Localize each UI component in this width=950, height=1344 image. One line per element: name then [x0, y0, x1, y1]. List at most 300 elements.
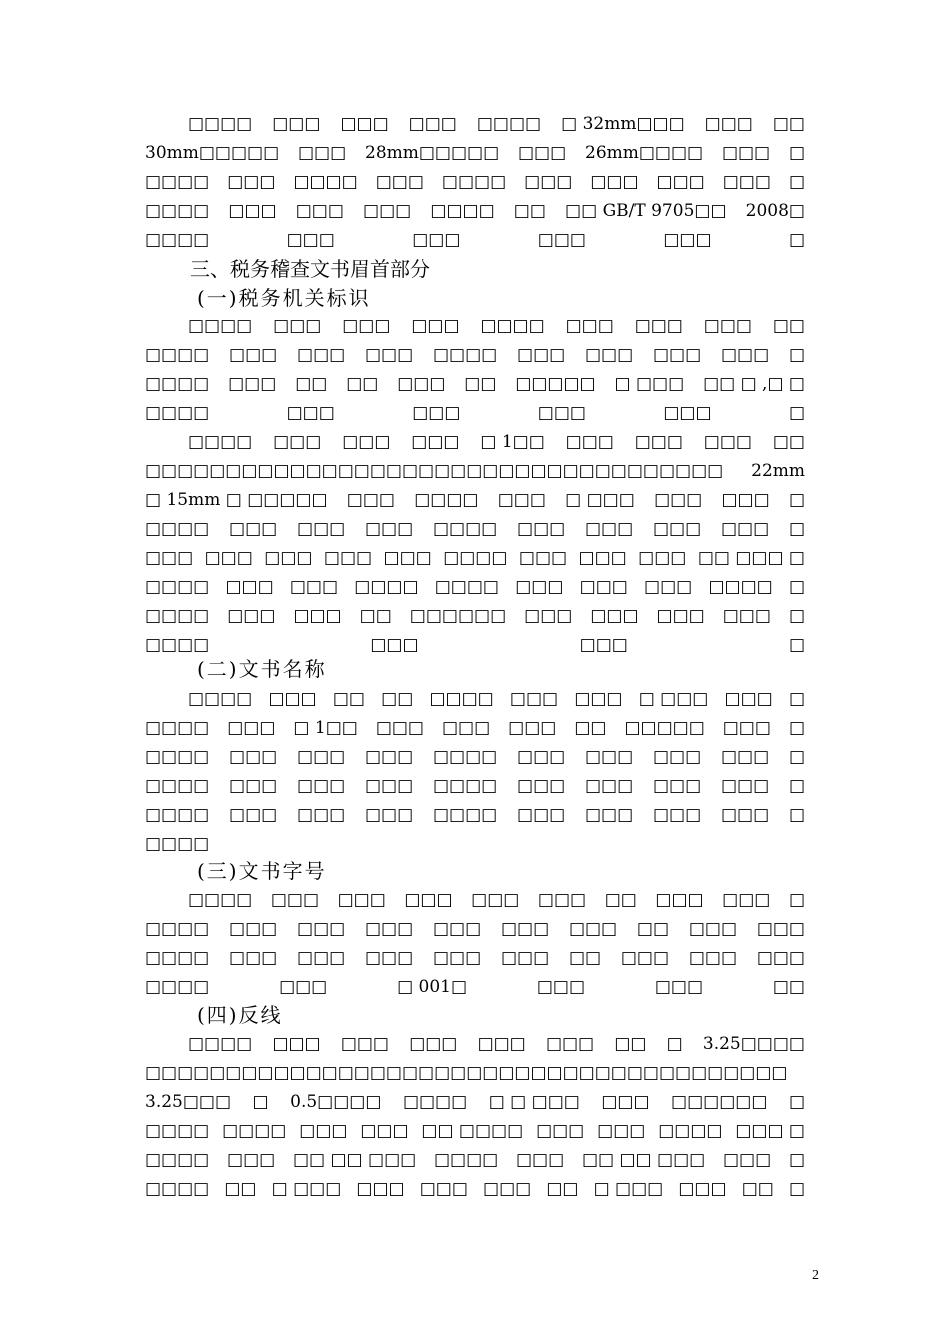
text-line: [0, 1117, 950, 1146]
text-segment: □□□: [720, 776, 770, 796]
text-segment: □□□: [419, 1179, 468, 1199]
text-segment: □□□: [518, 143, 567, 163]
text-segment: □□□: [225, 577, 274, 597]
text-line: [0, 801, 950, 830]
text-segment: □: [788, 1150, 805, 1170]
text-segment: □□□: [590, 606, 639, 626]
text-segment: □□□: [365, 919, 414, 939]
text-segment: □□□□: [658, 1121, 723, 1141]
text-segment: □ □ □□□: [488, 1092, 580, 1112]
text-segment: □□□: [360, 1121, 409, 1141]
text-segment: □□□: [536, 977, 586, 997]
text-segment: □□□: [678, 1179, 727, 1199]
text-segment: □□□: [585, 519, 634, 539]
text-line: [0, 631, 950, 660]
text-segment: □□□: [365, 805, 414, 825]
text-segment: □□□: [517, 519, 566, 539]
text-segment: □□: [381, 689, 414, 709]
text-segment: □□□: [655, 890, 704, 910]
section-heading: 三、税务稽查文书眉首部分: [190, 257, 430, 281]
text-segment: □□□: [297, 747, 346, 767]
text-segment: □□□: [297, 519, 346, 539]
text-segment: □□□□: [443, 548, 508, 568]
text-line: [0, 110, 950, 139]
text-segment: □□□: [517, 805, 566, 825]
text-segment: □□□□□□□□□□□□□□□□□□□□□□□□□□□□□□□□□□□□: [145, 461, 724, 481]
text-segment: □□□: [229, 519, 278, 539]
text-segment: □□: [359, 606, 392, 626]
text-segment: □□: [772, 977, 805, 997]
text-segment: □□□: [722, 890, 771, 910]
text-line: [0, 370, 950, 399]
text-segment: □□□□: [222, 1121, 287, 1141]
text-segment: □□□□: [145, 635, 210, 655]
text-line: [0, 830, 950, 859]
text-segment: □□□: [663, 230, 712, 250]
text-segment: □□□□: [145, 1150, 210, 1170]
text-segment: □□□: [471, 890, 520, 910]
text-segment: □□□: [724, 689, 773, 709]
text-segment: □□□: [264, 548, 313, 568]
text-segment: □□□□: [433, 1150, 499, 1170]
text-segment: □□□: [601, 1092, 650, 1112]
text-segment: □□□: [432, 919, 482, 939]
text-segment: □ 15mm □ □□□□□: [145, 490, 328, 510]
text-line: [0, 685, 950, 714]
text-line: [0, 743, 950, 772]
text-segment: □□□: [297, 776, 346, 796]
text-segment: □□□: [411, 432, 460, 452]
text-segment: □ 1□□: [293, 718, 358, 738]
text-segment: □□□: [145, 548, 194, 568]
text-segment: □□□□: [432, 519, 498, 539]
text-segment: □□□: [229, 776, 278, 796]
text-line: [0, 226, 950, 255]
text-segment: □□□: [365, 948, 414, 968]
text-segment: □□□: [722, 718, 771, 738]
text-segment: □□□: [720, 747, 770, 767]
text-segment: □□□: [524, 606, 573, 626]
text-segment: □: [788, 490, 805, 510]
text-segment: □□□: [517, 776, 566, 796]
text-segment: □: [788, 747, 805, 767]
text-segment: □□□: [272, 114, 321, 134]
text-segment: 0.5□□□□: [290, 1092, 382, 1112]
text-segment: □□□□□□: [671, 1092, 768, 1112]
text-segment: □□□: [579, 635, 628, 655]
text-segment: □□□□□: [624, 718, 705, 738]
text-segment: □□□: [703, 316, 752, 336]
text-segment: □□: [604, 890, 637, 910]
text-segment: □□□: [652, 805, 702, 825]
text-segment: □□□□: [145, 834, 210, 854]
text-segment: □□□: [297, 805, 346, 825]
text-segment: □□□□: [145, 718, 210, 738]
text-segment: □□: [513, 201, 546, 221]
text-segment: □: [788, 635, 805, 655]
text-line: [0, 544, 950, 573]
text-segment: □□□: [500, 948, 550, 968]
text-segment: □□ GB/T 9705□□: [565, 201, 727, 221]
text-segment: □□□: [756, 919, 805, 939]
text-segment: □□: [636, 919, 670, 939]
text-segment: □□□□: [188, 689, 253, 709]
text-line: [0, 1175, 950, 1204]
text-segment: □□□: [397, 374, 446, 394]
text-segment: □□□□: [188, 316, 253, 336]
subsection-heading-3: (三)文书字号: [197, 859, 327, 883]
text-segment: □□□: [340, 114, 389, 134]
text-segment: □□□: [227, 172, 276, 192]
text-segment: □□: [614, 1034, 647, 1054]
text-segment: □□□: [229, 948, 278, 968]
text-line: [0, 1030, 950, 1059]
text-line: [0, 515, 950, 544]
text-segment: □□□□: [414, 490, 479, 510]
text-segment: □□□□: [145, 230, 210, 250]
text-line: [0, 428, 950, 457]
text-segment: □□□: [688, 948, 738, 968]
text-line: [0, 341, 950, 370]
text-segment: □□□□: [145, 747, 210, 767]
text-segment: □□□: [273, 432, 322, 452]
text-segment: □□ □□ □□□: [581, 1150, 706, 1170]
text-segment: □□□□: [354, 577, 419, 597]
text-segment: □□□□□: [515, 374, 596, 394]
text-segment: □□□: [756, 948, 805, 968]
text-line: [0, 1059, 950, 1088]
text-segment: □□□: [411, 316, 460, 336]
text-segment: □□□: [656, 172, 705, 192]
text-segment: □□□: [652, 776, 702, 796]
text-segment: □□□: [365, 345, 414, 365]
text-segment: □□□: [704, 114, 753, 134]
text-segment: □□□: [721, 490, 770, 510]
text-line: [0, 915, 950, 944]
text-segment: □□□: [229, 805, 278, 825]
text-segment: □□: [772, 114, 805, 134]
text-segment: □□□: [652, 345, 702, 365]
text-segment: □□□: [518, 548, 568, 568]
text-segment: □□□□□□□□□□□□□□□□□□□□□□□□□□□□□□□□□□□□□□□□: [145, 1063, 788, 1083]
text-segment: □□□: [516, 1150, 565, 1170]
text-segment: □: [788, 718, 805, 738]
text-segment: □□□: [268, 689, 317, 709]
text-segment: □□□: [585, 776, 634, 796]
text-segment: □□□□: [145, 776, 210, 796]
text-segment: □□ □□ □□□: [292, 1150, 417, 1170]
text-segment: 30mm□□□□□: [145, 143, 280, 163]
text-segment: □□□: [578, 548, 627, 568]
text-segment: 26mm□□□□: [585, 143, 704, 163]
text-segment: □ □□□: [565, 490, 635, 510]
text-segment: □□□: [515, 577, 564, 597]
text-segment: □□□: [270, 890, 320, 910]
text-segment: □□□: [644, 577, 693, 597]
text-segment: 3.25□□□: [145, 1092, 232, 1112]
text-segment: □□□: [229, 747, 278, 767]
text-segment: □□□□: [480, 316, 545, 336]
text-segment: □□□: [652, 519, 702, 539]
text-segment: □□□: [365, 776, 414, 796]
text-line: [0, 486, 950, 515]
text-segment: □□□: [272, 1034, 321, 1054]
text-segment: □□□: [323, 548, 373, 568]
text-segment: □□□: [634, 432, 683, 452]
text-segment: □□□: [297, 948, 346, 968]
text-segment: □□: [224, 1179, 257, 1199]
text-segment: □□□: [273, 316, 322, 336]
text-segment: □□□: [597, 1121, 646, 1141]
text-segment: □□□: [722, 1150, 772, 1170]
text-segment: □□□: [370, 635, 419, 655]
text-segment: □ □□□: [593, 1179, 664, 1199]
text-line: [0, 312, 950, 341]
text-segment: □□□□: [145, 977, 210, 997]
text-segment: □□□□: [708, 577, 773, 597]
text-segment: □□□: [497, 490, 546, 510]
text-segment: □□□: [565, 316, 614, 336]
text-segment: □□□: [722, 172, 771, 192]
subsection-heading-1: (一)税务机关标识: [197, 286, 371, 310]
text-segment: □□□: [229, 345, 278, 365]
text-segment: □□□□: [145, 1121, 210, 1141]
text-segment: □□□: [412, 403, 461, 423]
text-segment: □ □□□: [638, 689, 709, 709]
text-segment: □□□: [585, 345, 634, 365]
text-segment: □□□: [340, 1034, 389, 1054]
text-segment: □□□: [297, 345, 346, 365]
text-segment: □□□□: [188, 890, 253, 910]
text-segment: □□□□: [188, 432, 253, 452]
text-segment: □□□□: [432, 747, 498, 767]
text-segment: □□□: [412, 230, 461, 250]
text-segment: □: [788, 345, 805, 365]
text-segment: □□□□□□: [409, 606, 507, 626]
text-segment: □□□□: [293, 172, 358, 192]
text-segment: □□□: [568, 919, 618, 939]
text-segment: □□□□: [145, 172, 210, 192]
text-segment: □□: [295, 374, 328, 394]
text-segment: □□□: [383, 548, 432, 568]
text-segment: □□□: [298, 143, 347, 163]
text-line: [0, 714, 950, 743]
text-segment: □□: [772, 432, 805, 452]
text-segment: □□□: [721, 143, 771, 163]
text-segment: □□□: [279, 977, 328, 997]
text-segment: □□□□: [145, 403, 210, 423]
text-segment: □□□: [432, 948, 482, 968]
text-line: [0, 139, 950, 168]
text-segment: 3.25□□□□: [702, 1034, 805, 1054]
text-segment: □□□: [441, 718, 491, 738]
text-line: [0, 973, 950, 1002]
text-segment: □□□: [299, 1121, 348, 1141]
text-segment: □: [788, 805, 805, 825]
text-segment: □□□: [654, 977, 704, 997]
text-segment: □□□: [227, 606, 276, 626]
text-segment: □□□□: [145, 374, 210, 394]
text-segment: □: [788, 577, 805, 597]
text-segment: □□□□: [188, 114, 253, 134]
text-line: [0, 399, 950, 428]
text-segment: □: [252, 1092, 269, 1112]
text-segment: □□□: [375, 718, 424, 738]
text-segment: □□□: [346, 490, 395, 510]
text-segment: □ □□□: [614, 374, 685, 394]
text-segment: □□□: [356, 1179, 405, 1199]
text-segment: □□□: [722, 606, 771, 626]
text-segment: □□□: [297, 919, 346, 939]
text-segment: □□□□: [145, 577, 210, 597]
text-segment: □□□: [500, 919, 550, 939]
text-segment: □□□: [509, 689, 559, 709]
text-segment: □□□: [365, 747, 414, 767]
text-segment: □□□□: [145, 1179, 210, 1199]
text-segment: □□□: [652, 747, 702, 767]
text-segment: □□□: [663, 403, 712, 423]
text-segment: □□□ □: [735, 1121, 805, 1141]
text-segment: □□□: [375, 172, 424, 192]
text-segment: □□□: [565, 432, 614, 452]
text-segment: □□□: [517, 345, 566, 365]
text-segment: □□□: [634, 316, 683, 336]
text-line: [0, 197, 950, 226]
text-line: [0, 886, 950, 915]
text-line: [0, 1088, 950, 1117]
page-number: 2: [812, 1268, 819, 1283]
text-segment: □□□: [483, 1179, 532, 1199]
text-segment: □□□: [720, 345, 770, 365]
text-segment: □□□: [342, 432, 391, 452]
text-segment: □□□: [286, 403, 335, 423]
text-segment: □□: [332, 689, 365, 709]
text-segment: □□□: [703, 432, 752, 452]
text-segment: 28mm□□□□□: [365, 143, 500, 163]
text-segment: □ □□□: [271, 1179, 342, 1199]
text-segment: □□□□: [429, 689, 494, 709]
text-segment: □□□: [404, 890, 453, 910]
text-segment: □: [788, 403, 805, 423]
text-segment: □□□: [409, 1034, 458, 1054]
text-segment: □□□□: [432, 345, 498, 365]
text-segment: □□□: [536, 1121, 585, 1141]
text-segment: □□□□: [145, 519, 210, 539]
text-segment: □□□: [365, 519, 414, 539]
text-segment: □□: [568, 948, 602, 968]
text-segment: □□□: [286, 230, 335, 250]
text-segment: □□□: [579, 577, 628, 597]
text-segment: □: [788, 172, 805, 192]
text-segment: □□□: [293, 606, 342, 626]
text-segment: □□□: [227, 718, 276, 738]
text-line: [0, 168, 950, 197]
text-segment: □□□: [408, 114, 457, 134]
text-segment: □: [788, 143, 805, 163]
text-segment: □: [788, 606, 805, 626]
text-segment: □□□: [517, 747, 566, 767]
text-segment: □□□: [524, 172, 573, 192]
text-segment: □ 32mm□□□: [561, 114, 685, 134]
text-segment: □: [788, 689, 805, 709]
text-segment: □□: [346, 374, 379, 394]
text-segment: □□□□: [145, 805, 210, 825]
text-segment: □: [788, 519, 805, 539]
text-segment: □□□: [537, 403, 586, 423]
text-line: [0, 1146, 950, 1175]
text-segment: □: [788, 230, 805, 250]
text-segment: □□□: [227, 1150, 276, 1170]
text-segment: □□□: [688, 919, 738, 939]
text-segment: □□□: [204, 548, 253, 568]
text-segment: □□□: [720, 519, 770, 539]
text-segment: □□□: [289, 577, 339, 597]
text-segment: □□□: [295, 201, 344, 221]
text-line: [0, 944, 950, 973]
text-segment: □□□□: [145, 919, 210, 939]
text-segment: □□□□: [145, 345, 210, 365]
text-segment: □□□□: [441, 172, 507, 192]
text-segment: □: [788, 1092, 805, 1112]
text-segment: □: [666, 1034, 683, 1054]
text-segment: □□□: [477, 1034, 526, 1054]
text-segment: 2008□: [745, 201, 805, 221]
text-segment: □□: [546, 1179, 579, 1199]
text-segment: □□□: [508, 718, 557, 738]
text-line: [0, 772, 950, 801]
text-segment: □□□: [638, 548, 687, 568]
text-segment: □□□: [656, 606, 705, 626]
text-segment: □□□: [342, 316, 391, 336]
text-segment: □□□□: [145, 606, 210, 626]
text-segment: □□□: [228, 201, 277, 221]
text-segment: □□: [772, 316, 805, 336]
text-segment: □□□: [585, 805, 634, 825]
text-line: [0, 602, 950, 631]
text-segment: □□□□: [434, 577, 499, 597]
text-segment: □□□: [585, 747, 634, 767]
text-segment: □□□: [537, 890, 587, 910]
text-segment: □□□: [590, 172, 639, 192]
text-segment: 22mm: [751, 461, 805, 481]
subsection-heading-2: (二)文书名称: [197, 657, 327, 681]
text-segment: □□□: [537, 230, 586, 250]
text-segment: □□□: [545, 1034, 595, 1054]
text-segment: □□□□: [476, 114, 542, 134]
text-segment: □□□: [574, 689, 623, 709]
text-segment: □ 1□□: [480, 432, 545, 452]
text-segment: □□□□: [145, 201, 210, 221]
text-segment: □□□: [720, 805, 770, 825]
text-segment: □□ □ ,□ □: [703, 374, 805, 394]
text-segment: □: [788, 890, 805, 910]
text-segment: □□□: [337, 890, 386, 910]
text-segment: □□□: [228, 374, 277, 394]
text-segment: □□□: [620, 948, 670, 968]
text-segment: □□□□: [402, 1092, 468, 1112]
text-segment: □□□□: [432, 776, 498, 796]
text-segment: □□□□: [188, 1034, 253, 1054]
text-segment: □□: [464, 374, 497, 394]
text-segment: □□□: [654, 490, 703, 510]
text-segment: □□ □□□□: [421, 1121, 524, 1141]
text-line: [0, 573, 950, 602]
subsection-heading-4: (四)反线: [197, 1003, 283, 1027]
text-line: [0, 457, 950, 486]
text-segment: □□□: [229, 919, 278, 939]
text-segment: □ 001□: [397, 977, 468, 997]
text-segment: □□: [741, 1179, 774, 1199]
